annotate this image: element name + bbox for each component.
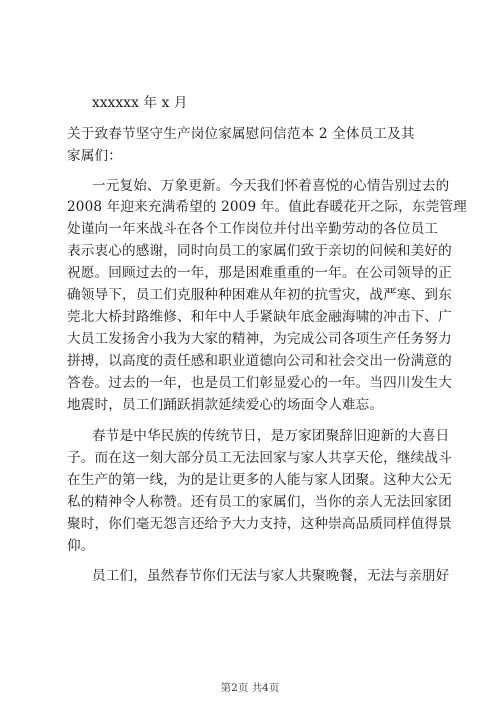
paragraph-2-line: 私的精神令人称赞。还有员工的家属们，当你的亲人无法回家团: [67, 494, 452, 510]
page-indicator: 第2页 共4页: [220, 682, 280, 694]
date-line: xxxxxx 年 x 月: [92, 95, 188, 111]
paragraph-1-line: 祝愿。回顾过去的一年，那是困难重重的一年。在公司领导的正: [67, 265, 452, 281]
paragraph-2-line: 春节是中华民族的传统节日，是万家团聚辞旧迎新的大喜日: [92, 428, 450, 444]
paragraph-2-line: 子。而在这一刻大部分员工无法回家与家人共享天伦，继续战斗: [67, 450, 452, 466]
paragraph-2-line: 仰。: [67, 538, 95, 554]
paragraph-1-line: 表示衷心的感谢，同时向员工的家属们致于亲切的问候和美好的: [67, 243, 452, 259]
paragraph-1-line: 确领导下，员工们克服种种困难从年初的抗雪灾，战严寒、到东: [67, 287, 452, 303]
paragraph-2-line: 聚时，你们毫无怨言还给予大力支持，这种崇高品质同样值得景: [67, 516, 452, 532]
title-line-1: 关于致春节坚守生产岗位家属慰问信范本 2 全体员工及其: [67, 126, 415, 142]
paragraph-1-line: 大员工发扬舍小我为大家的精神，为完成公司各项生产任务努力: [67, 331, 452, 347]
paragraph-2-line: 在生产的第一线，为的是让更多的人能与家人团聚。这种大公无: [67, 472, 452, 488]
paragraph-1-line: 答卷。过去的一年，也是员工们彰显爱心的一年。当四川发生大: [67, 375, 452, 391]
paragraph-1-line: 莞北大桥封路维修、和年中人手紧缺年底金融海啸的冲击下、广: [67, 309, 452, 325]
paragraph-1-line: 2008 年迎来充满希望的 2009 年。值此春暖花开之际，东莞管理: [67, 199, 467, 215]
paragraph-1-line: 地震时，员工们踊跃捐款延续爱心的场面令人难忘。: [67, 397, 384, 413]
paragraph-1-line: 一元复始、万象更新。今天我们怀着喜悦的心情告别过去的: [92, 178, 450, 194]
paragraph-1-line: 拼搏，以高度的责任感和职业道德向公司和社会交出一份满意的: [67, 353, 452, 369]
paragraph-3-line: 员工们，虽然春节你们无法与家人共聚晚餐，无法与亲朋好: [92, 568, 450, 584]
title-line-2: 家属们：: [67, 148, 122, 164]
paragraph-1-line: 处谨向一年来战斗在各个工作岗位并付出辛勤劳动的各位员工: [67, 221, 439, 237]
